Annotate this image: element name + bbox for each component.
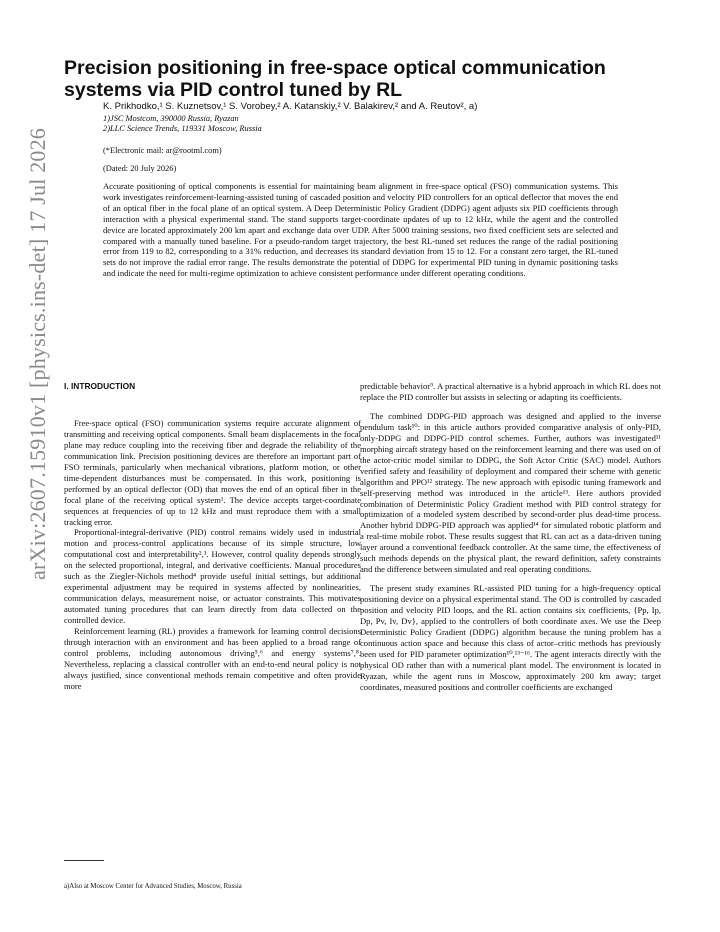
contact-email: (*Electronic mail: ar@rootml.com) xyxy=(103,146,222,155)
footnote: a)Also at Moscow Center for Advanced Studies, Moscow, Russia xyxy=(64,883,242,890)
section-heading-introduction: I. INTRODUCTION xyxy=(64,381,136,391)
paper-title: Precision positioning in free-space optical communication systems via PID control tuned by RL xyxy=(64,57,606,101)
intro-paragraph-4: predictable behavior⁹. A practical alternative is a hybrid approach in which RL does not replace the PID controller but assists in selecting or adapting its coefficients. xyxy=(360,381,661,402)
intro-paragraph-1: Free-space optical (FSO) communication systems require accurate alignment of transmitting and receiving optical components. Small beam displacements in the focal plane may reduce coupling into the receiving fiber and degrade the reliability of the communication link. Precision positioning devices are therefore an important part of FSO terminals, particularly when mechanical vibrations, platform motion, or other time-dependent disturbances must be compensated. In this work, positioning is performed by an optical deflector (OD) that moves the end of an optical fiber in the focal plane of the receiving optical system¹. The device accepts target-coordinate sequences at frequencies of up to 12 kHz and must reproduce them with a small tracking error. xyxy=(64,417,361,527)
left-column xyxy=(64,381,361,692)
intro-paragraph-2: Proportional-integral-derivative (PID) control remains widely used in industrial motion and process-control applications because of its simple structure, low computational cost and interpretability²,³. However, control quality depends strongly on the selected proportional, integral, and derivative coefficients. Manual procedures such as the Ziegler-Nichols method⁴ provide useful initial settings, but additional experimental adjustment may be required in systems affected by nonlinearities, communication delays, measurement noise, or actuator constraints. This motivates automated tuning procedures that can learn directly from data collected on the controlled device. xyxy=(64,527,361,626)
affiliation-1: 1)JSC Mostcom, 390000 Russia, Ryazan xyxy=(103,114,239,123)
date-line: (Dated: 20 July 2026) xyxy=(103,164,177,173)
intro-paragraph-6: The present study examines RL-assisted PID tuning for a high-frequency optical positioning device on a physical experimental stand. The OD is controlled by cascaded position and velocity PID loops, and the RL action contains six coefficients, {Pp, Ip, Dp, Pv, Iv, Dv}, applied to the controllers of both coordinate axes. We use the Deep Deterministic Policy Gradient (DDPG) algorithm because the tuning problem has a continuous action space and because this class of actor–critic methods has previously been used for PID parameter optimization¹⁰,¹³⁻¹⁶. The agent interacts directly with the physical OD rather than with a numerical plant model. The environment is located in Ryazan, while the agent runs in Moscow, approximately 200 km away; target coordinates, measured positions and controller coefficients are exchanged xyxy=(360,583,661,692)
author-list: K. Prikhodko,¹ S. Kuznetsov,¹ S. Vorobey,² A. Katanskiy,² V. Balakirev,² and A. Reutov², a) xyxy=(103,101,478,112)
footnote-divider xyxy=(64,860,104,861)
intro-paragraph-5: The combined DDPG-PID approach was designed and applied to the inverse pendulum task¹⁰: in this article authors provided comparative analysis of only-PID, only-DDPG and DDPG-PID control schemes. Further, authors was investigated¹¹ morphing aircaft strategy based on the reinforcement learning and there was used on of the actor-critic model similar to DDPG, the Soft Actor Critic (SAC) model. Authors verified safety and feasibility of deployment and compared their scheme with genetic algorithm and PPO¹² strategy. The new approach with episodic tuning framework and self-preserving method was introduced in the article¹³. Here authors provided combination of Deterministic Policy Gradient method with PID control strategy for optimization of a modeled system described by second-order plus dead-time process. Another hybrid DDPG-PID approach was applied¹⁴ for simulated robotic platform and a real-time mobile robot. These results suggest that RL can act as a data-driven tuning layer around a conventional feedback controller. At the same time, the effectiveness of such methods depends on the physical plant, the reward definition, safety constraints and the difference between simulated and real operating conditions. xyxy=(360,410,661,575)
arxiv-identifier-stamp: arXiv:2607.15910v1 [physics.ins-det] 17 Jul 2026 xyxy=(25,127,50,580)
abstract: Accurate positioning of optical components is essential for maintaining beam alignment in free-space optical (FSO) communication systems. This work investigates reinforcement-learning-assisted tuning of cascaded position and velocity PID controllers for an optical deflector that moves the end of an optical fiber in the focal plane of an optical system. A Deep Deterministic Policy Gradient (DDPG) agent adjusts six PID coefficients through interaction with a physical experimental stand. The stand supports target-coordinate updates of up to 12 kHz, while the agent and the controlled device are located approximately 200 km apart and exchange data over UDP. After 5000 training sessions, two fixed coefficient sets are selected and compared with a manually tuned baseline. For a pseudo-random target trajectory, the best RL-tuned set reduces the range of the radial positioning error from 119 to 82, corresponding to a 31% reduction, and decreases its standard deviation from 15 to 12. For a constant zero target, the RL-tuned sets do not improve the radial error range. The results demonstrate the potential of DDPG for experimental PID tuning in dynamic positioning tasks and indicate the need for multi-regime optimization to achieve consistent performance under different operating conditions. xyxy=(103,181,618,279)
right-column xyxy=(360,381,661,693)
intro-paragraph-3: Reinforcement learning (RL) provides a framework for learning control decisions through interaction with an environment and has been applied to a broad range of control problems, including autonomous driving⁵,⁶ and energy systems⁷,⁸. Nevertheless, replacing a classical controller with an end-to-end neural policy is not always justified, since conventional methods remain competitive and often provide more xyxy=(64,626,361,691)
affiliation-2: 2)LLC Science Trends, 119331 Moscow, Russia xyxy=(103,124,262,133)
